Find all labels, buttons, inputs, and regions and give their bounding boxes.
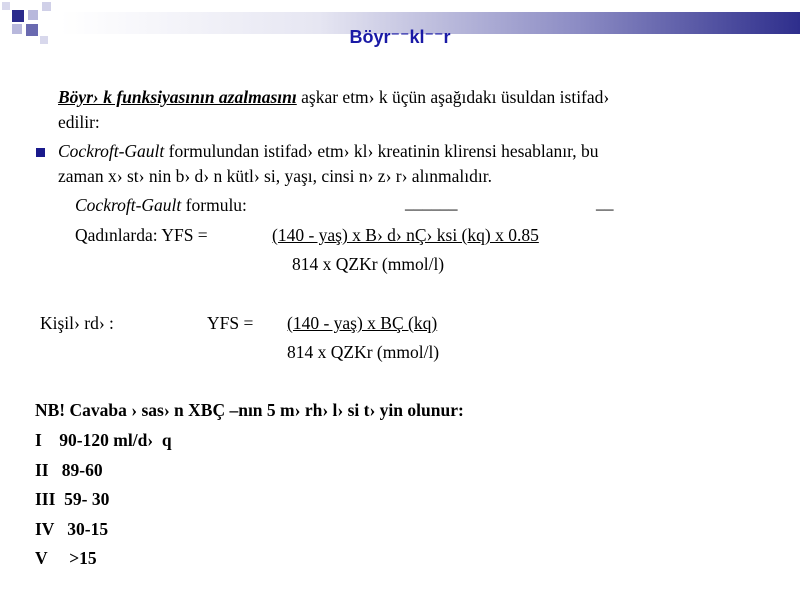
formula-blank-1: ______ [405,192,458,212]
intro-line-1 [58,87,609,108]
stage-item: II 89-60 [35,460,103,480]
women-label: Qadınlarda: YFS = [75,225,208,245]
stage-item: V >15 [35,548,97,568]
men-denominator: 814 x QZKr (mmol/l) [287,342,440,362]
bullet-rest: formulundan istifad› etm› kl› kreatinin klirensi hesablanır, bu [164,141,599,161]
men-label: Kişil› rd› : [40,313,114,333]
bullet-name: Cockroft-Gault [58,141,165,161]
bullet-line-2: zaman x› st› nin b› d› n kütl› si, yaşı, cinsi n› z› r› alınmalıdır. [58,166,492,186]
square-bullet-icon [36,148,45,157]
formula-rest: formulu: [181,195,247,215]
formula-name: Cockroft-Gault [75,195,182,215]
slide-title: Böyr⁻⁻kl⁻⁻r [349,27,451,47]
stage-item: I 90-120 ml/d› q [35,430,172,450]
men-numerator: (140 - yaş) x BÇ (kq) [287,313,438,333]
stage-item: III 59- 30 [35,489,110,509]
stage-item: IV 30-15 [35,519,109,539]
formula-blank-2: __ [596,192,614,212]
women-numerator: (140 - yaş) x B› d› nÇ› ksi (kq) x 0.85 [272,225,539,245]
nb-note: NB! Cavaba › sas› n XBÇ –nın 5 m› rh› l› si t› yin olunur: [35,400,464,420]
women-denominator: 814 x QZKr (mmol/l) [292,254,445,274]
bullet-line-1 [58,141,599,162]
men-eq: YFS = [207,313,254,333]
intro-line-2: edilir: [58,112,100,132]
intro-rest: aşkar etm› k üçün aşağıdakı üsuldan istifad› [296,87,610,107]
formula-header [75,195,247,216]
intro-lead: Böyr› k funksiyasının azalmasını [58,87,297,107]
